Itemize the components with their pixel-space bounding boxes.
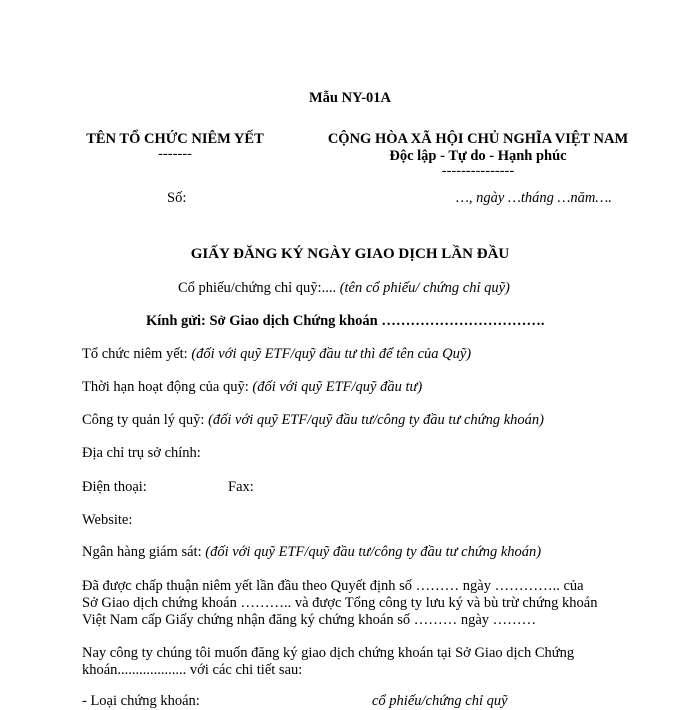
listed-org-note: (đối với quỹ ETF/quỹ đầu tư thì để tên của Quỹ) bbox=[191, 346, 472, 362]
national-motto: Độc lập - Tự do - Hạnh phúc bbox=[389, 148, 567, 164]
fund-term-label: Thời hạn hoạt động của quỹ: bbox=[82, 379, 249, 395]
security-type-label: - Loại chứng khoán: bbox=[82, 693, 200, 709]
security-line bbox=[178, 279, 510, 297]
number-label: Số: bbox=[167, 190, 187, 206]
security-label: Cổ phiếu/chứng chỉ quỹ:.... bbox=[178, 280, 337, 296]
custodian-bank-field bbox=[82, 543, 541, 561]
date-line: …, ngày …tháng …năm…. bbox=[456, 190, 612, 206]
fund-term-note: (đối với quỹ ETF/quỹ đầu tư) bbox=[252, 379, 423, 395]
left-divider: ------- bbox=[158, 146, 192, 162]
recipient-line: Kính gửi: Sở Giao dịch Chứng khoán ……………………………. bbox=[146, 313, 545, 329]
custodian-bank-note: (đối với quỹ ETF/quỹ đầu tư/công ty đầu tư chứng khoán) bbox=[205, 544, 542, 560]
fund-manager-field bbox=[82, 411, 544, 429]
phone-field: Điện thoại: bbox=[82, 479, 147, 495]
fund-term-field bbox=[82, 378, 422, 396]
security-note: (tên cổ phiếu/ chứng chỉ quỹ) bbox=[339, 280, 510, 296]
right-divider: --------------- bbox=[441, 163, 515, 179]
head-office-field: Địa chỉ trụ sở chính: bbox=[82, 445, 201, 461]
registration-paragraph-line-1: Nay công ty chúng tôi muốn đăng ký giao dịch chứng khoán tại Sở Giao dịch Chứng bbox=[82, 645, 575, 661]
republic-title: CỘNG HÒA XÃ HỘI CHỦ NGHĨA VIỆT NAM bbox=[327, 131, 629, 147]
registration-paragraph-line-2: khoán................... với các chi tiết sau: bbox=[82, 662, 303, 678]
security-type-value: cổ phiếu/chứng chỉ quỹ bbox=[372, 693, 508, 709]
approval-paragraph-line-3: Việt Nam cấp Giấy chứng nhận đăng ký chứng khoán số ……… ngày ……… bbox=[82, 612, 537, 628]
listed-org-label: Tổ chức niêm yết: bbox=[82, 346, 188, 362]
fund-manager-note: (đối với quỹ ETF/quỹ đầu tư/công ty đầu tư chứng khoán) bbox=[208, 412, 544, 428]
document-title: GIẤY ĐĂNG KÝ NGÀY GIAO DỊCH LẦN ĐẦU bbox=[190, 246, 510, 262]
website-field: Website: bbox=[82, 512, 133, 528]
fax-field: Fax: bbox=[228, 479, 254, 495]
form-code: Mẫu NY-01A bbox=[308, 90, 392, 106]
listed-org-field bbox=[82, 345, 471, 363]
fund-manager-label: Công ty quản lý quỹ: bbox=[82, 412, 205, 428]
approval-paragraph-line-1: Đã được chấp thuận niêm yết lần đầu theo Quyết định số ……… ngày ………….. của bbox=[82, 578, 584, 594]
approval-paragraph-line-2: Sở Giao dịch chứng khoán ……….. và được Tổng công ty lưu ký và bù trừ chứng khoán bbox=[82, 595, 598, 611]
listed-org-header: TÊN TỔ CHỨC NIÊM YẾT bbox=[86, 131, 264, 147]
custodian-bank-label: Ngân hàng giám sát: bbox=[82, 544, 202, 560]
